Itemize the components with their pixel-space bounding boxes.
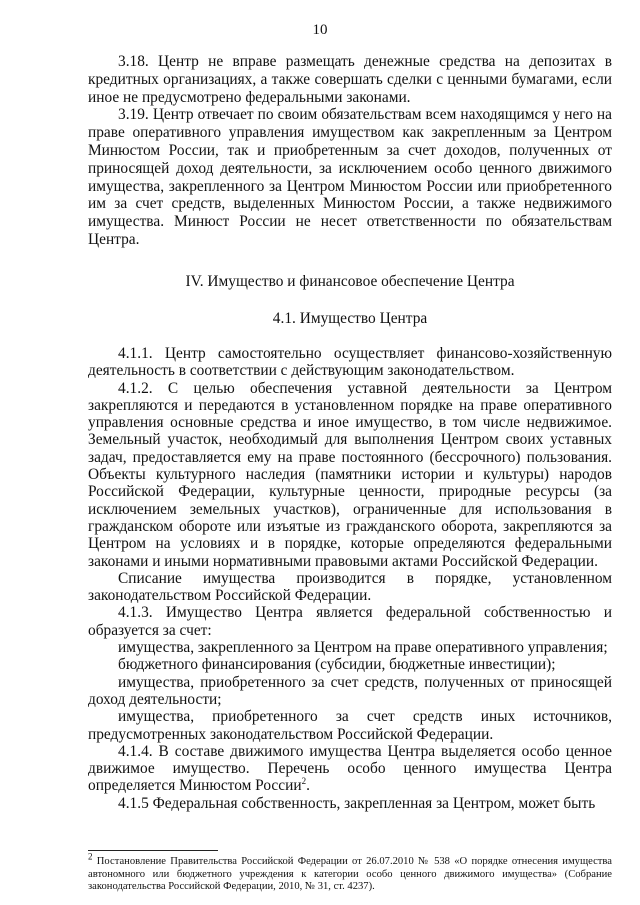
section-heading: IV. Имущество и финансовое обеспечение Центра [185, 273, 515, 290]
footnote [88, 851, 612, 894]
list-item: бюджетного финансирования (субсидии, бюджетные инвестиции); [118, 656, 556, 674]
paragraph-write-off: Списание имущества производится в порядке, установленном законодательством Российской Федерации. [88, 569, 612, 605]
paragraph-4-1-1: 4.1.1. Центр самостоятельно осуществляет финансово-хозяйственную деятельность в соответствии с действующим законодательством. [88, 345, 612, 380]
paragraph-3-19: 3.19. Центр отвечает по своим обязательствам всем находящимся у него на праве оперативного управления имуществом как закрепленным за Центром Минюстом России, так и приобретенным за счет доходов, полученных от приносящей доход деятельности, за исключением особо ценного движимого имущества, закрепленного за Центром Минюстом России или приобретенного им за счет средств, выделенных Минюстом России, а также недвижимого имущества. Минюст России не несет ответственности по обязательствам Центра. [88, 106, 612, 248]
footnote-number: 2 [88, 851, 93, 862]
paragraph-4-1-4: 4.1.4. В составе движимого имущества Центра выделяется особо ценное движимое имущество. Перечень особо ценного имущества Центра определяется Минюстом России$^2$. [88, 742, 612, 795]
footnote-text: Постановление Правительства Российской Федерации от 26.07.2010 № 538 «О порядке отнесения имущества автономного или бюджетного учреждения к категории особо ценного движимого имущества» (Собрание законодательства Российской Федерации, 2010, № 31, ст. 4237). [88, 856, 612, 893]
footnote-reference[interactable]: 2 [301, 776, 307, 787]
page-number: 10 [312, 22, 328, 38]
subsection-heading: 4.1. Имущество Центра [272, 310, 428, 327]
list-item: имущества, приобретенного за счет средств иных источников, предусмотренных законодательством Российской Федерации. [88, 708, 612, 743]
section-3-text [88, 53, 612, 249]
footnote-separator [88, 850, 218, 851]
paragraph-4-1-5: 4.1.5 Федеральная собственность, закрепленная за Центром, может быть [118, 794, 596, 812]
paragraph-4-1-2: 4.1.2. С целью обеспечения уставной деятельности за Центром закрепляются и передаются в установленном порядке на праве оперативного управления основные средства и иное имущество, в том числе недвижимое. Земельный участок, необходимый для выполнения Центром своих уставных задач, предоставляется ему на праве постоянного (бессрочного) пользования. Объекты культурного наследия (памятники истории и культуры) народов Российской Федерации, культурные ценности, природные ресурсы (за исключением земельных участков), ограниченные для использования в гражданском обороте или изъятые из гражданского оборота, закрепляются за Центром на условиях и в порядке, которые определяются федеральными законами и иными нормативными правовыми актами Российской Федерации. [88, 379, 612, 570]
paragraph-4-1-4-text: 4.1.4. В составе движимого имущества Центра выделяется особо ценное движимое имущество. Перечень особо ценного имущества Центра определяется Минюстом России [88, 742, 612, 795]
paragraph-3-18: 3.18. Центр не вправе размещать денежные средства на депозитах в кредитных организациях, а также совершать сделки с ценными бумагами, если иное не предусмотрено федеральными законами. [88, 53, 612, 106]
list-item: имущества, закрепленного за Центром на праве оперативного управления; [118, 639, 608, 657]
paragraph-4-1-3: 4.1.3. Имущество Центра является федеральной собственностью и образуется за счет: [88, 604, 612, 639]
section-4-text [88, 345, 612, 812]
list-item: имущества, приобретенного за счет средств, полученных от приносящей доход деятельности; [88, 673, 612, 708]
